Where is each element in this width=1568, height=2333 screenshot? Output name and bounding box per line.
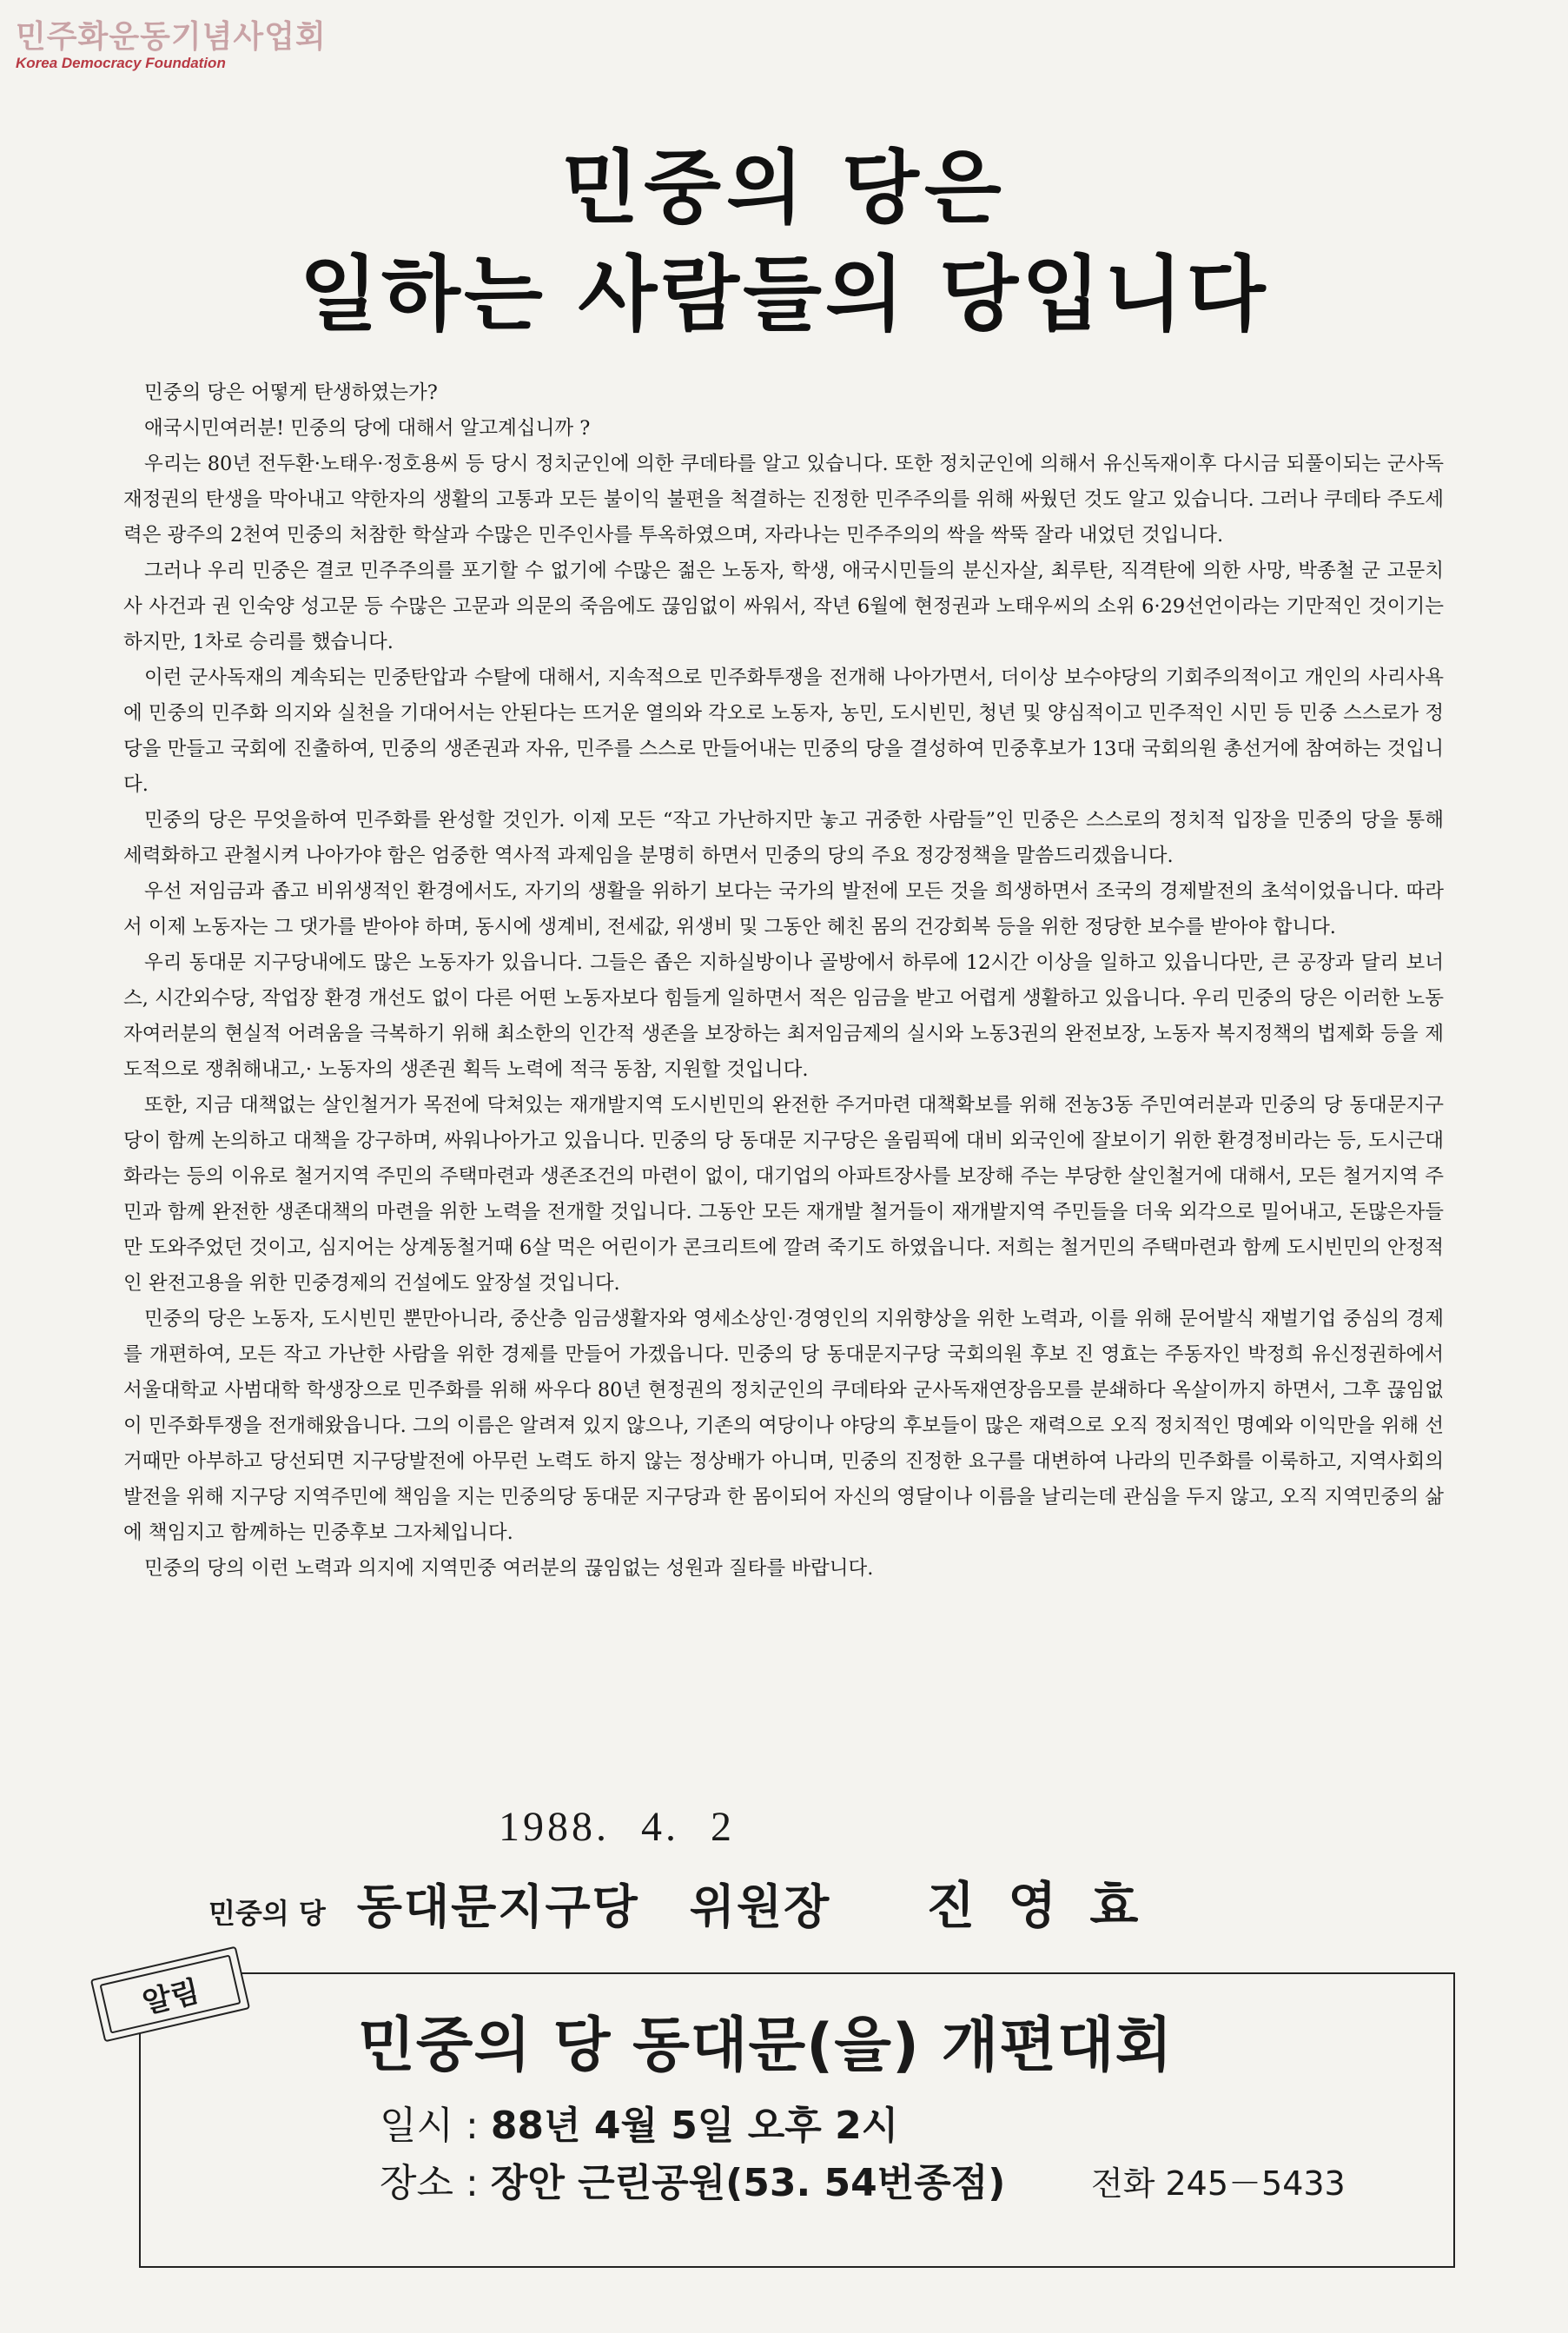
notice-time-label: 일시 : [380, 2104, 491, 2148]
page-title [0, 137, 1568, 351]
notice-time [380, 2094, 898, 2150]
title-line-2: 일하는 사람들의 당입니다 [299, 248, 1269, 342]
document-date: 1988. 4. 2 [499, 1804, 735, 1850]
body-text [123, 375, 1444, 1587]
watermark-logo [16, 12, 327, 72]
signature-role: 위원장 [689, 1879, 831, 1934]
paragraph: 우선 저임금과 좁고 비위생적인 환경에서도, 자기의 생활을 위하기 보다는 국가의 발전에 모든 것을 희생하면서 조국의 경제발전의 초석이었읍니다. 따라서 이제 노동자는 그 댓가를 받아야 하며, 동시에 생계비, 전세값, 위생비 및 그동안 헤친 몸의 건강회복 등을 위한 정당한 보수를 받아야 합니다. [123, 880, 1444, 938]
paragraph: 민중의 당의 이런 노력과 의지에 지역민중 여러분의 끊임없는 성원과 질타를 바랍니다. [144, 1557, 874, 1580]
paragraph: 이런 군사독재의 계속되는 민중탄압과 수탈에 대해서, 지속적으로 민주화투쟁을 전개해 나아가면서, 더이상 보수야당의 기회주의적이고 개인의 사리사욕에 민중의 민주화 의지와 실천을 기대어서는 안된다는 뜨거운 열의와 각오로 노동자, 농민, 도시빈민, 청년 및 양심적이고 민주적인 시민 등 민중 스스로가 정당을 만들고 국회에 진출하여, 민중의 생존권과 자유, 민주를 스스로 만들어내는 민중의 당을 결성하여 민중후보가 13대 국회의원 총선거에 참여하는 것입니다. [123, 666, 1444, 796]
notice-time-value: 88년 4월 5일 오후 2시 [490, 2104, 899, 2148]
paragraph: 또한, 지금 대책없는 살인철거가 목전에 닥쳐있는 재개발지역 도시빈민의 완전한 주거마련 대책확보를 위해 전농3동 주민여러분과 민중의 당 동대문지구당이 함께 논의하고 대책을 강구하며, 싸워나아가고 있읍니다. 민중의 당 동대문 지구당은 올림픽에 대비 외국인에 잘보이기 위한 환경정비라는 등, 도시근대화라는 등의 이유로 철거지역 주민의 주택마련과 생존조건의 마련이 없이, 대기업의 아파트장사를 보장해 주는 부당한 살인철거에 대해서, 모든 철거지역 주민과 함께 완전한 생존대책의 마련을 위한 노력을 전개할 것입니다. 그동안 모든 재개발 철거들이 재개발지역 주민들을 더욱 외각으로 밀어내고, 돈많은자들만 도와주었던 것이고, 심지어는 상계동철거때 6살 먹은 어린이가 콘크리트에 깔려 죽기도 하였읍니다. 저희는 철거민의 주택마련과 함께 도시빈민의 안정적인 완전고용을 위한 민중경제의 건설에도 앞장설 것입니다. [123, 1094, 1444, 1295]
paragraph: 애국시민여러분! 민중의 당에 대해서 알고계십니까 ? [144, 417, 591, 440]
notice-tag-label: 알림 [99, 1954, 241, 2033]
watermark-english: Korea Democracy Foundation [16, 55, 226, 71]
signature [208, 1865, 1171, 1938]
title-line-1: 민중의 당은 [561, 142, 1007, 235]
signature-party: 민중의 당 [208, 1897, 326, 1930]
notice-place [380, 2151, 1005, 2207]
paragraph: 우리는 80년 전두환·노태우·정호용씨 등 당시 정치군인에 의한 쿠데타를 알고 있습니다. 또한 정치군인에 의해서 유신독재이후 다시금 되풀이되는 군사독재정권의 탄생을 막아내고 약한자의 생활의 고통과 모든 불이익 불편을 척결하는 진정한 민주주의를 위해 싸웠던 것도 알고 있습니다. 그러나 쿠데타 주도세력은 광주의 2천여 민중의 처참한 학살과 수많은 민주인사를 투옥하였으며, 자라나는 민주주의의 싹을 싹뚝 잘라 내었던 것입니다. [123, 453, 1444, 547]
notice-title: 민중의 당 동대문(을) 개편대회 [358, 2012, 1174, 2080]
watermark-korean: 민주화운동기념사업회 [16, 19, 327, 55]
paragraph: 민중의 당은 어떻게 탄생하였는가? [144, 381, 438, 404]
notice-place-label: 장소 : [380, 2161, 491, 2205]
paragraph: 우리 동대문 지구당내에도 많은 노동자가 있읍니다. 그들은 좁은 지하실방이나 골방에서 하루에 12시간 이상을 일하고 있읍니다만, 큰 공장과 달리 보너스, 시간외수당, 작업장 환경 개선도 없이 다른 어떤 노동자보다 힘들게 일하면서 적은 임금을 받고 어렵게 생활하고 있읍니다. 우리 민중의 당은 이러한 노동자여러분의 현실적 어려움을 극복하기 위해 최소한의 인간적 생존을 보장하는 최저임금제의 실시와 노동3권의 완전보장, 노동자 복지정책의 법제화 등을 제도적으로 쟁취해내고,· 노동자의 생존권 획득 노력에 적극 동참, 지원할 것입니다. [123, 951, 1444, 1081]
paragraph: 민중의 당은 노동자, 도시빈민 뿐만아니라, 중산층 임금생활자와 영세소상인·경영인의 지위향상을 위한 노력과, 이를 위해 문어발식 재벌기업 중심의 경제를 개편하여, 모든 작고 가난한 사람을 위한 경제를 만들어 가겠읍니다. 민중의 당 동대문지구당 국회의원 후보 진 영효는 주동자인 박정희 유신정권하에서 서울대학교 사범대학 학생장으로 민주화를 위해 싸우다 80년 현정권의 정치군인의 쿠데타와 군사독재연장음모를 분쇄하다 옥살이까지 하면서, 그후 끊임없이 민주화투쟁을 전개해왔읍니다. 그의 이름은 알려져 있지 않으나, 기존의 여당이나 야당의 후보들이 많은 재력으로 오직 정치적인 명예와 이익만을 위해 선거때만 아부하고 당선되면 지구당발전에 아무런 노력도 하지 않는 정상배가 아니며, 민중의 진정한 요구를 대변하여 나라의 민주화를 이룩하고, 지역사회의 발전을 위해 지구당 지역주민에 책임을 지는 민중의당 동대문 지구당과 한 몸이되어 자신의 영달이나 이름을 날리는데 관심을 두지 않고, 오직 지역민중의 삶에 책임지고 함께하는 민중후보 그자체입니다. [123, 1308, 1444, 1544]
notice-phone: 전화 245－5433 [1091, 2164, 1346, 2203]
notice-place-value: 장안 근린공원(53. 54번종점) [490, 2161, 1006, 2205]
paragraph: 그러나 우리 민중은 결코 민주주의를 포기할 수 없기에 수많은 젊은 노동자, 학생, 애국시민들의 분신자살, 최루탄, 직격탄에 의한 사망, 박종철 군 고문치사 사건과 권 인숙양 성고문 등 수많은 고문과 의문의 죽음에도 끊임없이 싸워서, 작년 6월에 현정권과 노태우씨의 소위 6·29선언이라는 기만적인 것이기는 하지만, 1차로 승리를 했습니다. [123, 560, 1444, 653]
paragraph: 민중의 당은 무엇을하여 민주화를 완성할 것인가. 이제 모든 “작고 가난하지만 놓고 귀중한 사람들”인 민중은 스스로의 정치적 입장을 민중의 당을 통해 세력화하고 관철시켜 나아가야 함은 엄중한 역사적 과제임을 분명히 하면서 민중의 당의 주요 정강정책을 말씀드리겠읍니다. [123, 809, 1444, 867]
signature-name: 진영효 [926, 1876, 1172, 1935]
signature-branch: 동대문지구당 [356, 1879, 639, 1934]
